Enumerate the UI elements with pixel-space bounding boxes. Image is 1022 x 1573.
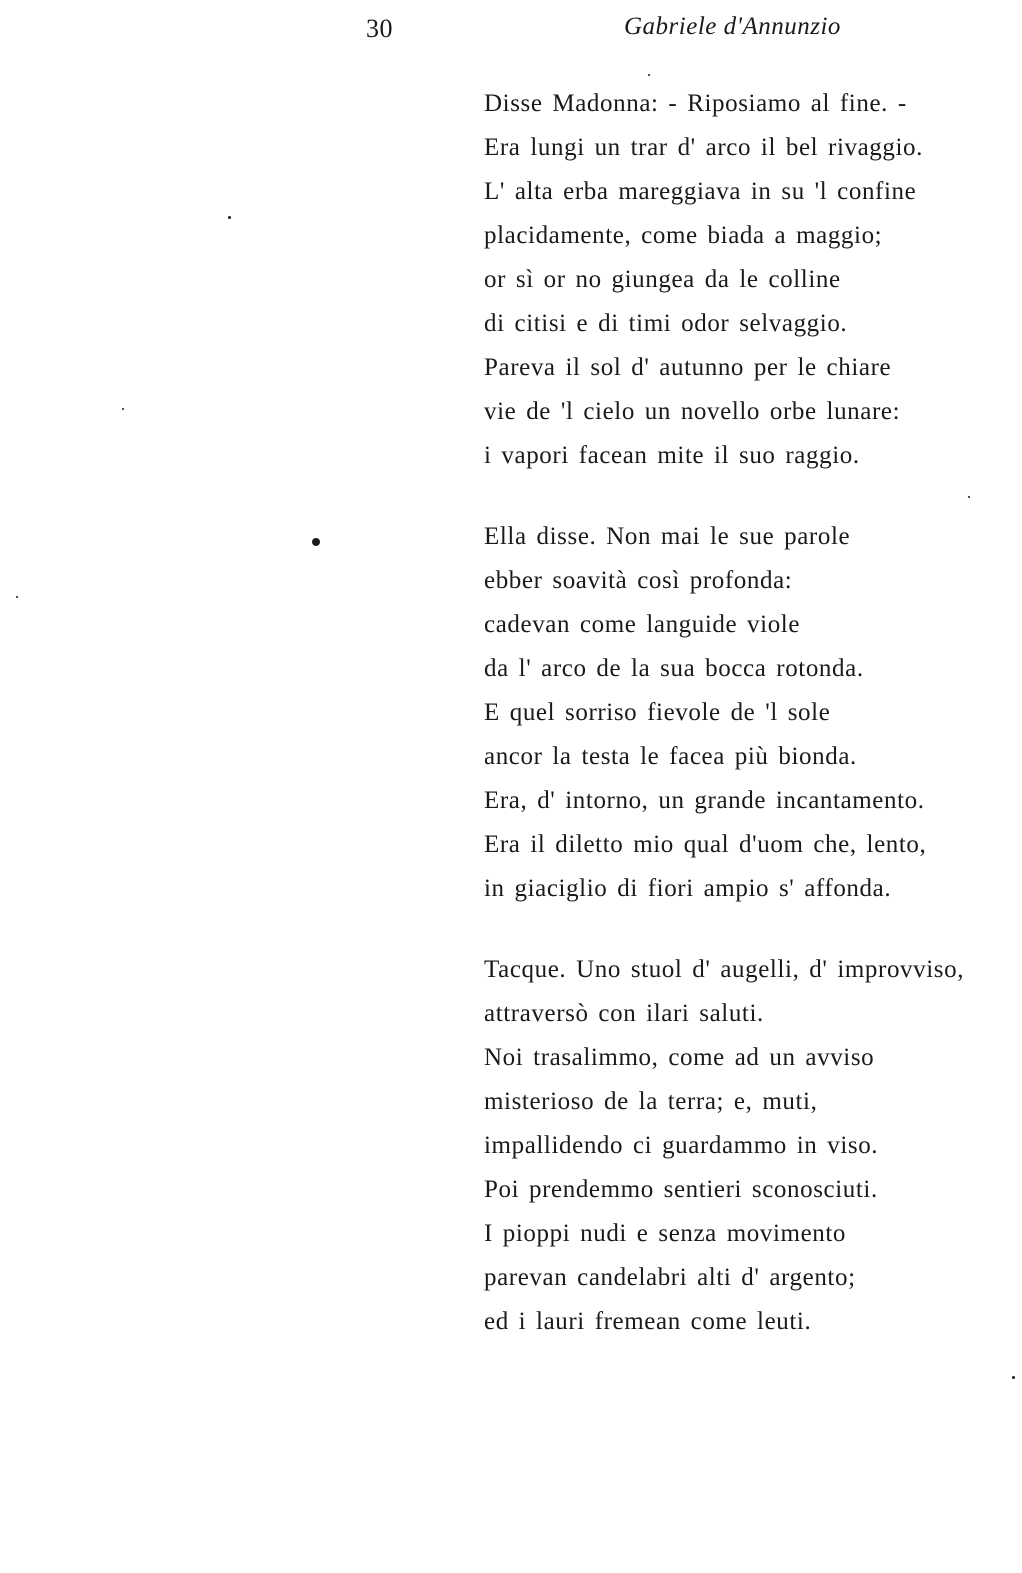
verse-line: in giaciglio di fiori ampio s' affonda.: [484, 875, 892, 902]
ink-speck: [16, 596, 18, 598]
verse-line: impallidendo ci guardammo in viso.: [484, 1132, 879, 1159]
verse-line: Noi trasalimmo, come ad un avviso: [484, 1044, 875, 1071]
running-title: Gabriele d'Annunzio: [624, 13, 841, 40]
verse-line: cadevan come languide viole: [484, 611, 801, 638]
verse-line: Tacque. Uno stuol d' augelli, d' improvviso,: [484, 956, 965, 983]
ink-speck: [968, 496, 970, 498]
stanza-1: [484, 82, 1014, 478]
verse-line: Era il diletto mio qual d'uom che, lento,: [484, 831, 927, 858]
verse-line: E quel sorriso fievole de 'l sole: [484, 699, 831, 726]
verse-line: da l' arco de la sua bocca rotonda.: [484, 655, 864, 682]
verse-line: I pioppi nudi e senza movimento: [484, 1220, 847, 1247]
verse-line: ancor la testa le facea più bionda.: [484, 743, 857, 770]
verse-line: Era, d' intorno, un grande incantamento.: [484, 787, 925, 814]
verse-line: di citisi e di timi odor selvaggio.: [484, 310, 848, 337]
verse-line: Ella disse. Non mai le sue parole: [484, 523, 851, 550]
verse-line: L' alta erba mareggiava in su 'l confine: [484, 178, 917, 205]
ink-speck: [228, 216, 231, 219]
verse-line: Era lungi un trar d' arco il bel rivaggio.: [484, 134, 923, 161]
page-number: 30: [366, 14, 393, 43]
ink-speck: [122, 408, 124, 410]
verse-line: Poi prendemmo sentieri sconosciuti.: [484, 1176, 878, 1203]
verse-line: attraversò con ilari saluti.: [484, 1000, 764, 1027]
verse-line: misterioso de la terra; e, muti,: [484, 1088, 818, 1115]
verse-line: Disse Madonna: - Riposiamo al fine. -: [484, 90, 907, 117]
poem: [484, 82, 1014, 1344]
verse-line: ed i lauri fremean come leuti.: [484, 1308, 812, 1335]
verse-line: Pareva il sol d' autunno per le chiare: [484, 354, 892, 381]
ink-speck: [1012, 1376, 1015, 1379]
verse-line: vie de 'l cielo un novello orbe lunare:: [484, 398, 901, 425]
ink-speck: [648, 74, 650, 76]
verse-line: ebber soavità così profonda:: [484, 567, 793, 594]
verse-line: parevan candelabri alti d' argento;: [484, 1264, 856, 1291]
ink-speck: [312, 538, 320, 546]
verse-line: or sì or no giungea da le colline: [484, 266, 841, 293]
verse-line: i vapori facean mite il suo raggio.: [484, 442, 860, 469]
verse-line: placidamente, come biada a maggio;: [484, 222, 883, 249]
stanza-2: [484, 515, 1014, 911]
stanza-3: [484, 948, 1014, 1344]
